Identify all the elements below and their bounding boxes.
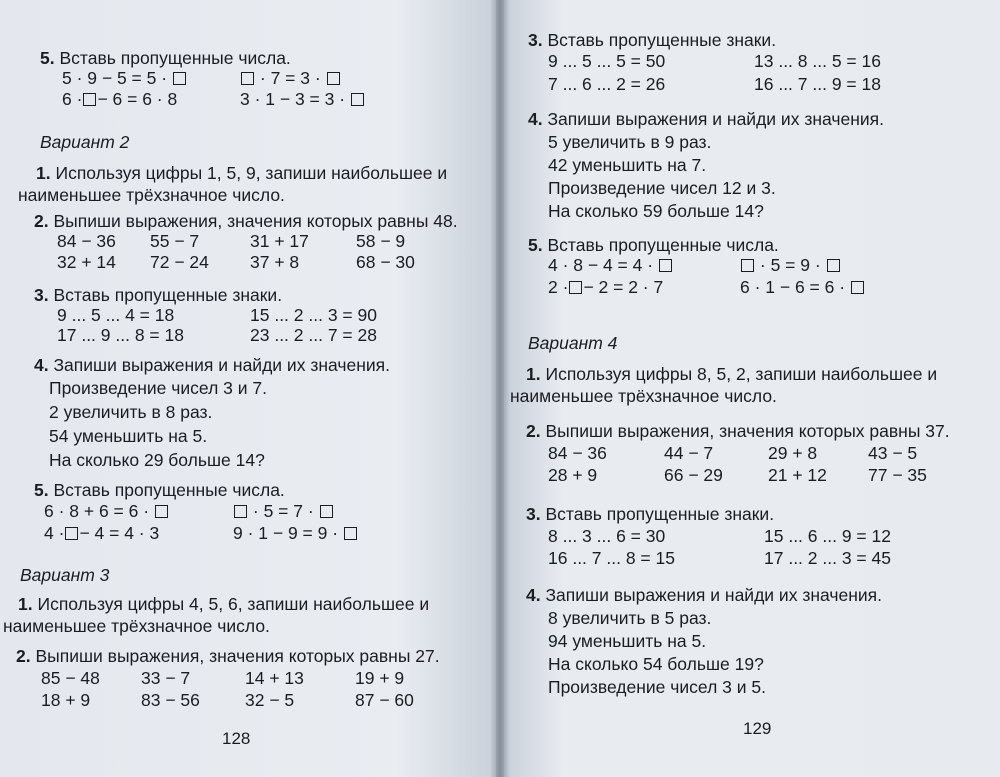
blank-box bbox=[851, 281, 864, 294]
variant-2-title: Вариант 2 bbox=[40, 132, 130, 152]
page-number: 129 bbox=[743, 719, 772, 738]
expression: 19 + 9 bbox=[355, 668, 405, 688]
equation: 6 · − 6 = 6 · 8 bbox=[62, 89, 178, 109]
sign-equation: 15 ... 6 ... 9 = 12 bbox=[764, 526, 891, 546]
task-1-text: наименьшее трёхзначное число. bbox=[3, 616, 270, 636]
task-3-heading: 3. Вставь пропущенные знаки. bbox=[526, 504, 775, 524]
blank-box bbox=[234, 505, 247, 518]
expression: 83 − 56 bbox=[141, 690, 200, 710]
sign-equation: 16 ... 7 ... 8 = 15 bbox=[548, 548, 675, 568]
task-4-line: 54 уменьшить на 5. bbox=[49, 426, 208, 446]
left-page bbox=[0, 0, 496, 777]
blank-box bbox=[569, 281, 582, 294]
right-page bbox=[504, 0, 1000, 777]
task-4-line: 8 увеличить в 5 раз. bbox=[548, 608, 712, 628]
expression: 37 + 8 bbox=[250, 252, 300, 272]
sign-equation: 9 ... 5 ... 4 = 18 bbox=[57, 305, 175, 325]
task-3-heading: 3. Вставь пропущенные знаки. bbox=[34, 285, 283, 305]
expression: 43 − 5 bbox=[868, 443, 918, 463]
task-3-heading: 3. Вставь пропущенные знаки. bbox=[528, 30, 777, 50]
task-4-line: Произведение чисел 3 и 7. bbox=[49, 378, 267, 398]
task-4-line: Произведение чисел 12 и 3. bbox=[548, 178, 776, 198]
expression: 29 + 8 bbox=[768, 443, 818, 463]
expression: 55 − 7 bbox=[150, 231, 200, 251]
task-4-line: На сколько 54 больше 19? bbox=[548, 654, 764, 674]
task-1-text: 1. Используя цифры 8, 5, 2, запиши наибольшее и bbox=[526, 364, 938, 384]
task-4-line: На сколько 29 больше 14? bbox=[49, 450, 265, 470]
expression: 84 − 36 bbox=[57, 231, 116, 251]
expression: 44 − 7 bbox=[664, 443, 714, 463]
expression: 14 + 13 bbox=[245, 668, 304, 688]
task-1-text: 1. Используя цифры 4, 5, 6, запиши наибольшее и bbox=[18, 594, 430, 614]
sign-equation: 17 ... 9 ... 8 = 18 bbox=[57, 325, 184, 345]
equation: 3 · 1 − 3 = 3 · bbox=[240, 88, 365, 110]
task-4-heading: 4. Запиши выражения и найди их значения. bbox=[528, 109, 884, 129]
blank-box bbox=[83, 93, 96, 106]
variant-4-title: Вариант 4 bbox=[528, 333, 618, 353]
equation: 6 · 1 − 6 = 6 · bbox=[740, 276, 865, 298]
task-4-line: Произведение чисел 3 и 5. bbox=[548, 677, 766, 697]
expression: 18 + 9 bbox=[41, 690, 91, 710]
task-4-line: На сколько 59 больше 14? bbox=[548, 201, 764, 221]
expression: 31 + 17 bbox=[250, 231, 309, 251]
blank-box bbox=[351, 93, 364, 106]
blank-box bbox=[659, 259, 672, 272]
sign-equation: 13 ... 8 ... 5 = 16 bbox=[754, 51, 881, 71]
task-4-heading: 4. Запиши выражения и найди их значения. bbox=[34, 355, 390, 375]
expression: 87 − 60 bbox=[355, 690, 414, 710]
expression: 85 − 48 bbox=[41, 668, 100, 688]
equation: · 7 = 3 · bbox=[240, 67, 341, 89]
expression: 84 − 36 bbox=[548, 443, 607, 463]
task-4-line: 94 уменьшить на 5. bbox=[548, 631, 707, 651]
expression: 66 − 29 bbox=[664, 465, 723, 485]
sign-equation: 15 ... 2 ... 3 = 90 bbox=[250, 305, 377, 325]
page-number: 128 bbox=[222, 729, 251, 748]
expression: 72 − 24 bbox=[150, 252, 209, 272]
blank-box bbox=[827, 259, 840, 272]
equation: · 5 = 7 · bbox=[233, 500, 334, 522]
blank-box bbox=[344, 527, 357, 540]
equation: 4 · 8 − 4 = 4 · bbox=[548, 254, 673, 276]
expression: 68 − 30 bbox=[356, 252, 415, 272]
task-4-line: 42 уменьшить на 7. bbox=[548, 155, 707, 175]
task-2-heading: 2. Выпиши выражения, значения которых равны 37. bbox=[526, 421, 950, 441]
blank-box bbox=[65, 527, 78, 540]
task-1-text: 1. Используя цифры 1, 5, 9, запиши наибольшее и bbox=[36, 163, 448, 183]
task-5-heading: 5. Вставь пропущенные числа. bbox=[528, 235, 779, 255]
equation: 4 · − 4 = 4 · 3 bbox=[44, 523, 160, 543]
blank-box bbox=[155, 505, 168, 518]
task-5-heading: 5. Вставь пропущенные числа. bbox=[40, 48, 291, 68]
task-1-text: наименьшее трёхзначное число. bbox=[18, 185, 285, 205]
equation: 5 · 9 − 5 = 5 · bbox=[62, 67, 187, 89]
task-5-heading: 5. Вставь пропущенные числа. bbox=[34, 480, 285, 500]
blank-box bbox=[241, 72, 254, 85]
blank-box bbox=[320, 505, 333, 518]
sign-equation: 17 ... 2 ... 3 = 45 bbox=[764, 548, 891, 568]
blank-box bbox=[327, 72, 340, 85]
expression: 33 − 7 bbox=[141, 668, 191, 688]
expression: 77 − 35 bbox=[868, 465, 927, 485]
task-2-heading: 2. Выпиши выражения, значения которых равны 48. bbox=[34, 211, 458, 231]
equation: · 5 = 9 · bbox=[740, 254, 841, 276]
task-4-line: 2 увеличить в 8 раз. bbox=[49, 402, 213, 422]
equation: 9 · 1 − 9 = 9 · bbox=[233, 522, 358, 544]
variant-3-title: Вариант 3 bbox=[20, 565, 110, 585]
equation: 6 · 8 + 6 = 6 · bbox=[44, 500, 169, 522]
sign-equation: 7 ... 6 ... 2 = 26 bbox=[548, 74, 666, 94]
blank-box bbox=[173, 72, 186, 85]
expression: 32 − 5 bbox=[245, 690, 295, 710]
expression: 28 + 9 bbox=[548, 465, 598, 485]
sign-equation: 9 ... 5 ... 5 = 50 bbox=[548, 51, 666, 71]
expression: 32 + 14 bbox=[57, 252, 116, 272]
task-4-line: 5 увеличить в 9 раз. bbox=[548, 132, 712, 152]
sign-equation: 16 ... 7 ... 9 = 18 bbox=[754, 74, 881, 94]
equation: 2 · − 2 = 2 · 7 bbox=[548, 277, 664, 297]
task-2-heading: 2. Выпиши выражения, значения которых равны 27. bbox=[16, 646, 440, 666]
expression: 21 + 12 bbox=[768, 465, 827, 485]
blank-box bbox=[741, 259, 754, 272]
book-spine-shadow bbox=[490, 0, 510, 777]
task-1-text: наименьшее трёхзначное число. bbox=[510, 386, 777, 406]
expression: 58 − 9 bbox=[356, 231, 406, 251]
sign-equation: 8 ... 3 ... 6 = 30 bbox=[548, 526, 666, 546]
sign-equation: 23 ... 2 ... 7 = 28 bbox=[250, 325, 377, 345]
task-4-heading: 4. Запиши выражения и найди их значения. bbox=[526, 585, 882, 605]
